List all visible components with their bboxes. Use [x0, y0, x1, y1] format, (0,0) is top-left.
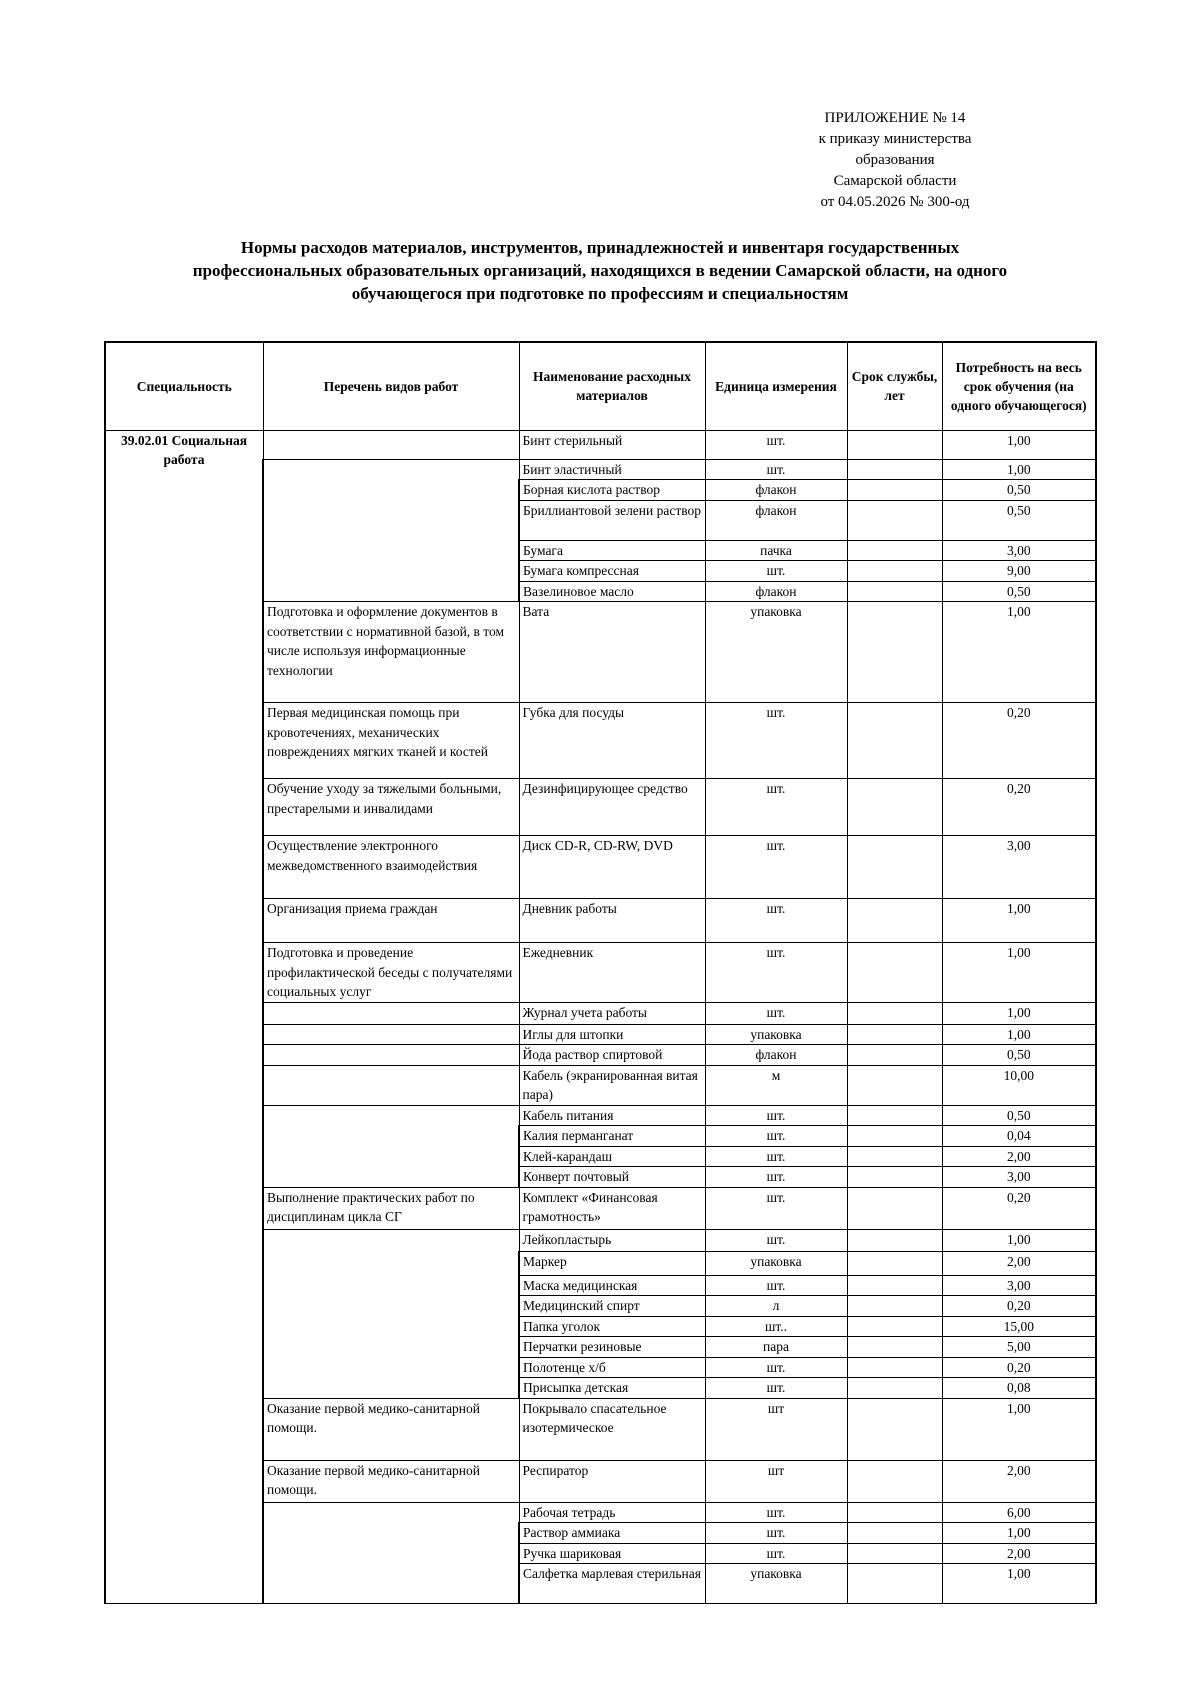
- life-cell: [847, 1460, 942, 1502]
- material-cell: Клей-карандаш: [519, 1146, 705, 1167]
- qty-cell: 1,00: [942, 1024, 1096, 1045]
- unit-cell: шт.: [705, 430, 847, 459]
- material-cell: Присыпка детская: [519, 1378, 705, 1399]
- life-cell: [847, 430, 942, 459]
- table-row: [105, 430, 1096, 459]
- life-cell: [847, 1167, 942, 1188]
- title-line: Нормы расходов материалов, инструментов, принадлежностей и инвентаря государственных: [240, 238, 960, 257]
- works-cell: Организация приема граждан: [263, 899, 519, 943]
- appendix-line: к приказу министерства: [818, 131, 972, 147]
- qty-cell: 1,00: [942, 1229, 1096, 1251]
- unit-cell: шт.: [705, 703, 847, 779]
- qty-cell: 2,00: [942, 1543, 1096, 1564]
- qty-cell: 3,00: [942, 1275, 1096, 1296]
- unit-cell: шт.: [705, 1275, 847, 1296]
- unit-cell: шт.: [705, 1378, 847, 1399]
- works-cell: [263, 430, 519, 459]
- unit-cell: шт.: [705, 1002, 847, 1024]
- life-cell: [847, 480, 942, 501]
- unit-cell: шт..: [705, 1316, 847, 1337]
- material-cell: Калия перманганат: [519, 1126, 705, 1147]
- qty-cell: 1,00: [942, 1398, 1096, 1460]
- qty-cell: 0,20: [942, 1296, 1096, 1317]
- works-cell: [263, 1045, 519, 1066]
- works-cell: Обучение уходу за тяжелыми больными, престарелыми и инвалидами: [263, 779, 519, 836]
- works-cell: Подготовка и проведение профилактической беседы с получателями социальных услуг: [263, 943, 519, 1003]
- material-cell: Ежедневник: [519, 943, 705, 1003]
- material-cell: Журнал учета работы: [519, 1002, 705, 1024]
- life-cell: [847, 943, 942, 1003]
- unit-cell: шт.: [705, 1229, 847, 1251]
- life-cell: [847, 1543, 942, 1564]
- material-cell: Дневник работы: [519, 899, 705, 943]
- works-cell: [263, 1502, 519, 1604]
- life-cell: [847, 1316, 942, 1337]
- material-cell: Полотенце х/б: [519, 1357, 705, 1378]
- unit-cell: шт.: [705, 943, 847, 1003]
- document-title: [110, 236, 1090, 305]
- material-cell: Борная кислота раствор: [519, 480, 705, 501]
- material-cell: Лейкопластырь: [519, 1229, 705, 1251]
- material-cell: Бинт эластичный: [519, 459, 705, 480]
- header-life: Срок службы, лет: [847, 342, 942, 430]
- material-cell: Покрывало спасательное изотермическое: [519, 1398, 705, 1460]
- qty-cell: 0,50: [942, 1045, 1096, 1066]
- header-unit: Единица измерения: [705, 342, 847, 430]
- unit-cell: шт.: [705, 1167, 847, 1188]
- life-cell: [847, 779, 942, 836]
- qty-cell: 2,00: [942, 1460, 1096, 1502]
- unit-cell: шт.: [705, 1187, 847, 1229]
- qty-cell: 3,00: [942, 540, 1096, 561]
- qty-cell: 1,00: [942, 459, 1096, 480]
- life-cell: [847, 1357, 942, 1378]
- norms-table: [104, 341, 1097, 1604]
- life-cell: [847, 581, 942, 602]
- qty-cell: 0,50: [942, 1105, 1096, 1126]
- qty-cell: 0,50: [942, 581, 1096, 602]
- life-cell: [847, 1523, 942, 1544]
- works-cell: Оказание первой медико-санитарной помощи.: [263, 1460, 519, 1502]
- life-cell: [847, 1378, 942, 1399]
- life-cell: [847, 1146, 942, 1167]
- unit-cell: шт.: [705, 836, 847, 899]
- life-cell: [847, 1564, 942, 1604]
- life-cell: [847, 703, 942, 779]
- unit-cell: упаковка: [705, 602, 847, 703]
- material-cell: Комплект «Финансовая грамотность»: [519, 1187, 705, 1229]
- material-cell: Иглы для штопки: [519, 1024, 705, 1045]
- material-cell: Кабель (экранированная витая пара): [519, 1065, 705, 1105]
- life-cell: [847, 1126, 942, 1147]
- qty-cell: 0,50: [942, 500, 1096, 540]
- appendix-line: Самарской области: [833, 173, 957, 189]
- material-cell: Вата: [519, 602, 705, 703]
- title-line: профессиональных образовательных организаций, находящихся в ведении Самарской области, на одного: [192, 261, 1008, 280]
- unit-cell: флакон: [705, 1045, 847, 1066]
- qty-cell: 1,00: [942, 1523, 1096, 1544]
- unit-cell: упаковка: [705, 1251, 847, 1275]
- appendix-line: ПРИЛОЖЕНИЕ № 14: [824, 110, 966, 126]
- works-cell: [263, 1065, 519, 1105]
- qty-cell: 0,20: [942, 1357, 1096, 1378]
- works-cell: [263, 459, 519, 602]
- unit-cell: шт.: [705, 779, 847, 836]
- qty-cell: 1,00: [942, 602, 1096, 703]
- unit-cell: шт.: [705, 899, 847, 943]
- works-cell: [263, 1105, 519, 1187]
- material-cell: Бриллиантовой зелени раствор: [519, 500, 705, 540]
- material-cell: Папка уголок: [519, 1316, 705, 1337]
- qty-cell: 1,00: [942, 899, 1096, 943]
- qty-cell: 1,00: [942, 1564, 1096, 1604]
- title-line: обучающегося при подготовке по профессиям и специальностям: [351, 284, 849, 303]
- material-cell: Бумага: [519, 540, 705, 561]
- qty-cell: 9,00: [942, 561, 1096, 582]
- works-cell: [263, 1229, 519, 1398]
- material-cell: Рабочая тетрадь: [519, 1502, 705, 1523]
- material-cell: Респиратор: [519, 1460, 705, 1502]
- unit-cell: флакон: [705, 480, 847, 501]
- unit-cell: шт.: [705, 459, 847, 480]
- qty-cell: 1,00: [942, 1002, 1096, 1024]
- unit-cell: шт.: [705, 561, 847, 582]
- life-cell: [847, 500, 942, 540]
- life-cell: [847, 561, 942, 582]
- unit-cell: упаковка: [705, 1024, 847, 1045]
- unit-cell: шт.: [705, 1146, 847, 1167]
- material-cell: Конверт почтовый: [519, 1167, 705, 1188]
- life-cell: [847, 1229, 942, 1251]
- qty-cell: 0,04: [942, 1126, 1096, 1147]
- header-material: Наименование расходных материалов: [519, 342, 705, 430]
- material-cell: Бумага компрессная: [519, 561, 705, 582]
- material-cell: Маркер: [519, 1251, 705, 1275]
- appendix-line: от 04.05.2026 № 300-од: [820, 194, 970, 210]
- appendix-line: образования: [855, 152, 935, 168]
- material-cell: Маска медицинская: [519, 1275, 705, 1296]
- qty-cell: 1,00: [942, 430, 1096, 459]
- header-need: Потребность на весь срок обучения (на одного обучающегося): [942, 342, 1096, 430]
- qty-cell: 15,00: [942, 1316, 1096, 1337]
- life-cell: [847, 1002, 942, 1024]
- unit-cell: флакон: [705, 581, 847, 602]
- unit-cell: шт.: [705, 1543, 847, 1564]
- life-cell: [847, 1105, 942, 1126]
- header-specialty: Специальность: [105, 342, 263, 430]
- life-cell: [847, 1251, 942, 1275]
- material-cell: Перчатки резиновые: [519, 1337, 705, 1358]
- unit-cell: шт.: [705, 1126, 847, 1147]
- unit-cell: шт.: [705, 1502, 847, 1523]
- life-cell: [847, 1045, 942, 1066]
- material-cell: Вазелиновое масло: [519, 581, 705, 602]
- qty-cell: 3,00: [942, 1167, 1096, 1188]
- works-cell: Осуществление электронного межведомственного взаимодействия: [263, 836, 519, 899]
- material-cell: Салфетка марлевая стерильная: [519, 1564, 705, 1604]
- life-cell: [847, 1502, 942, 1523]
- unit-cell: м: [705, 1065, 847, 1105]
- works-cell: Выполнение практических работ по дисциплинам цикла СГ: [263, 1187, 519, 1229]
- life-cell: [847, 1024, 942, 1045]
- specialty-cell: 39.02.01 Социальная работа: [105, 430, 263, 1604]
- qty-cell: 2,00: [942, 1251, 1096, 1275]
- material-cell: Кабель питания: [519, 1105, 705, 1126]
- works-cell: Подготовка и оформление документов в соответствии с нормативной базой, в том числе используя информационные технологии: [263, 602, 519, 703]
- works-cell: Оказание первой медико-санитарной помощи.: [263, 1398, 519, 1460]
- unit-cell: шт: [705, 1398, 847, 1460]
- life-cell: [847, 1398, 942, 1460]
- header-works: Перечень видов работ: [263, 342, 519, 430]
- material-cell: Раствор аммиака: [519, 1523, 705, 1544]
- qty-cell: 0,50: [942, 480, 1096, 501]
- life-cell: [847, 459, 942, 480]
- material-cell: Медицинский спирт: [519, 1296, 705, 1317]
- life-cell: [847, 540, 942, 561]
- life-cell: [847, 1337, 942, 1358]
- unit-cell: флакон: [705, 500, 847, 540]
- material-cell: Йода раствор спиртовой: [519, 1045, 705, 1066]
- qty-cell: 0,20: [942, 703, 1096, 779]
- material-cell: Ручка шариковая: [519, 1543, 705, 1564]
- unit-cell: шт.: [705, 1105, 847, 1126]
- works-cell: [263, 1024, 519, 1045]
- life-cell: [847, 1065, 942, 1105]
- life-cell: [847, 836, 942, 899]
- life-cell: [847, 1187, 942, 1229]
- unit-cell: шт.: [705, 1523, 847, 1544]
- material-cell: Дезинфицирующее средство: [519, 779, 705, 836]
- works-cell: Первая медицинская помощь при кровотечениях, механических повреждениях мягких тканей и костей: [263, 703, 519, 779]
- life-cell: [847, 899, 942, 943]
- qty-cell: 0,08: [942, 1378, 1096, 1399]
- life-cell: [847, 1296, 942, 1317]
- qty-cell: 10,00: [942, 1065, 1096, 1105]
- unit-cell: пара: [705, 1337, 847, 1358]
- header-row: [105, 342, 1096, 430]
- qty-cell: 6,00: [942, 1502, 1096, 1523]
- unit-cell: пачка: [705, 540, 847, 561]
- qty-cell: 2,00: [942, 1146, 1096, 1167]
- unit-cell: л: [705, 1296, 847, 1317]
- material-cell: Губка для посуды: [519, 703, 705, 779]
- qty-cell: 1,00: [942, 943, 1096, 1003]
- qty-cell: 3,00: [942, 836, 1096, 899]
- material-cell: Бинт стерильный: [519, 430, 705, 459]
- unit-cell: упаковка: [705, 1564, 847, 1604]
- qty-cell: 5,00: [942, 1337, 1096, 1358]
- appendix-block: [790, 108, 1000, 213]
- qty-cell: 0,20: [942, 779, 1096, 836]
- works-cell: [263, 1002, 519, 1024]
- material-cell: Диск CD-R, CD-RW, DVD: [519, 836, 705, 899]
- life-cell: [847, 602, 942, 703]
- unit-cell: шт: [705, 1460, 847, 1502]
- qty-cell: 0,20: [942, 1187, 1096, 1229]
- unit-cell: шт.: [705, 1357, 847, 1378]
- life-cell: [847, 1275, 942, 1296]
